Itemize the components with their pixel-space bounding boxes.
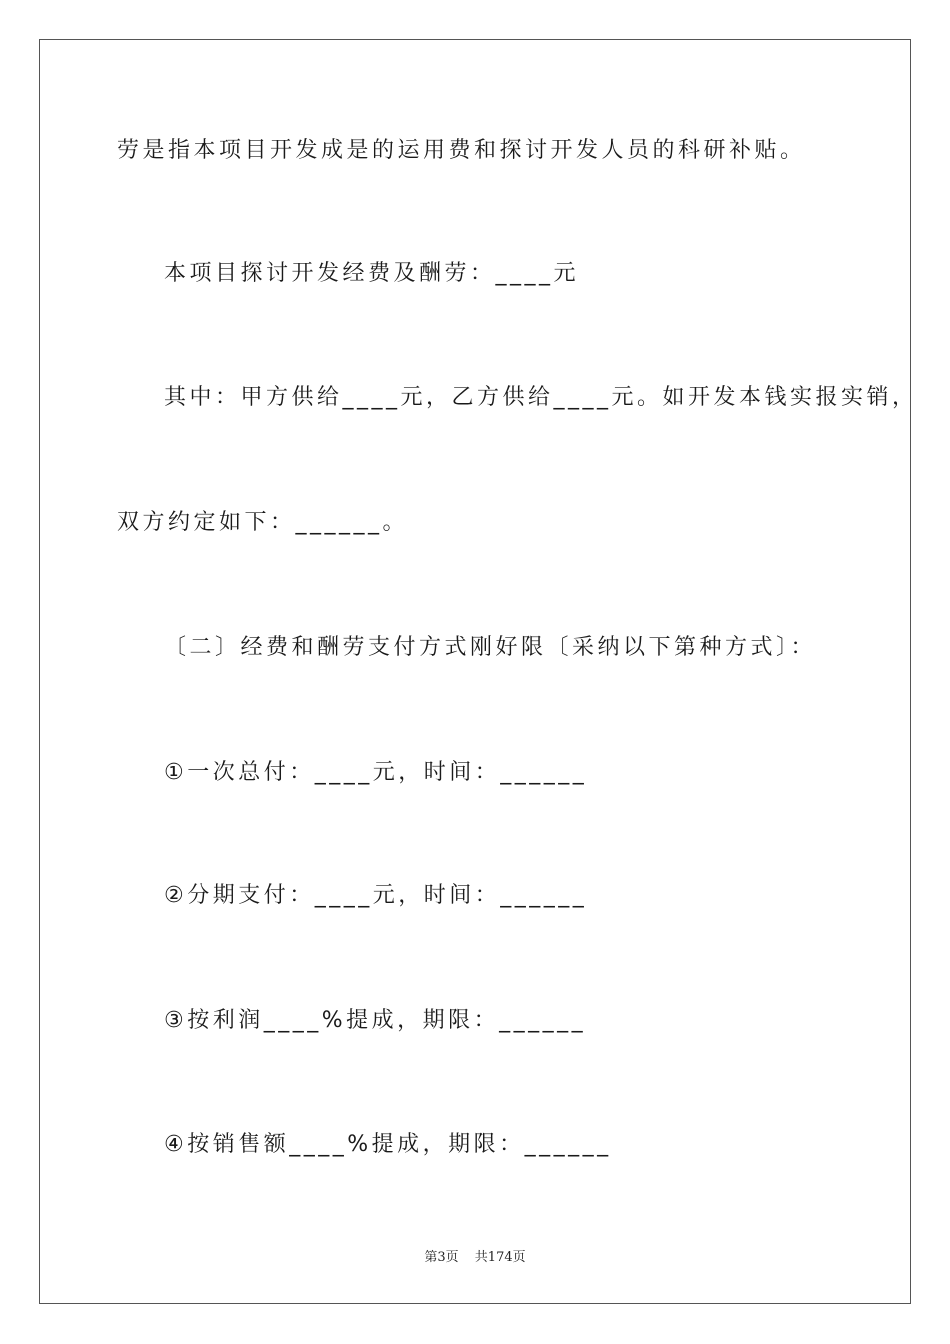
page-frame [39, 39, 911, 1304]
page-footer [0, 1246, 950, 1265]
page-total: 共174页 [474, 1250, 526, 1265]
paragraph-line: 双方约定如下：______。 [117, 510, 409, 535]
paragraph-line: 〔二〕经费和酬劳支付方式刚好限〔采纳以下第种方式〕： [164, 635, 817, 660]
page-number: 第3页 [424, 1250, 459, 1265]
paragraph-line: 本项目探讨开发经费及酬劳：____元 [164, 261, 580, 286]
paragraph-line: ③按利润____%提成，期限：______ [164, 1008, 587, 1033]
paragraph-line: ①一次总付：____元，时间：______ [164, 760, 588, 785]
paragraph-line: 其中：甲方供给____元，乙方供给____元。如开发本钱实报实销， [164, 385, 918, 410]
paragraph-line: ②分期支付：____元，时间：______ [164, 883, 588, 908]
paragraph-line: ④按销售额____%提成，期限：______ [164, 1132, 612, 1157]
paragraph-line: 劳是指本项目开发成是的运用费和探讨开发人员的科研补贴。 [117, 138, 806, 163]
